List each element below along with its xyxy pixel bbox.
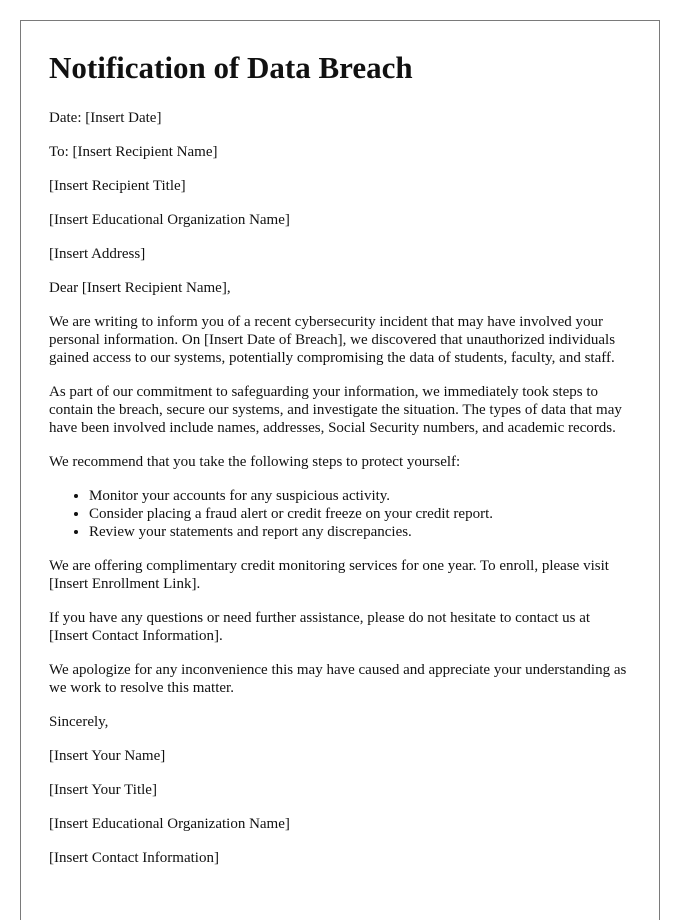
- recipient-title: [Insert Recipient Title]: [49, 178, 186, 194]
- list-item: • Review your statements and report any discrepancies.: [89, 523, 631, 541]
- closing: Sincerely,: [49, 714, 109, 730]
- protection-steps-list: [49, 487, 631, 541]
- credit-monitoring-paragraph: We are offering complimentary credit monitoring services for one year. To enroll, please visit [Insert Enrollment Link].: [49, 558, 609, 592]
- salutation: Dear [Insert Recipient Name],: [49, 280, 231, 296]
- list-item: • Consider placing a fraud alert or credit freeze on your credit report.: [89, 505, 631, 523]
- response-paragraph: As part of our commitment to safeguarding your information, we immediately took steps to contain the breach, secure our systems, and investigate the situation. The types of data that may have been involved include names, addresses, Social Security numbers, and academic records.: [49, 384, 622, 436]
- letter-document: [20, 20, 660, 920]
- recipient-organization: [Insert Educational Organization Name]: [49, 212, 290, 228]
- steps-intro: We recommend that you take the following steps to protect yourself:: [49, 454, 461, 470]
- signature-organization: [Insert Educational Organization Name]: [49, 816, 290, 832]
- contact-paragraph: If you have any questions or need further assistance, please do not hesitate to contact us at [Insert Contact Information].: [49, 610, 591, 644]
- signature-title: [Insert Your Title]: [49, 782, 157, 798]
- incident-paragraph: We are writing to inform you of a recent cybersecurity incident that may have involved your personal information. On [Insert Date of Breach], we discovered that unauthorized individuals gained access to our systems, potentially compromising the data of students, faculty, and staff.: [49, 314, 616, 366]
- date-line: Date: [Insert Date]: [49, 110, 162, 126]
- list-item: • Monitor your accounts for any suspicious activity.: [89, 487, 631, 505]
- recipient-name-line: To: [Insert Recipient Name]: [49, 144, 218, 160]
- letter-title: Notification of Data Breach: [49, 50, 413, 85]
- signature-contact: [Insert Contact Information]: [49, 850, 219, 866]
- apology-paragraph: We apologize for any inconvenience this may have caused and appreciate your understanding as we work to resolve this matter.: [49, 662, 627, 696]
- signature-name: [Insert Your Name]: [49, 748, 166, 764]
- recipient-address: [Insert Address]: [49, 246, 146, 262]
